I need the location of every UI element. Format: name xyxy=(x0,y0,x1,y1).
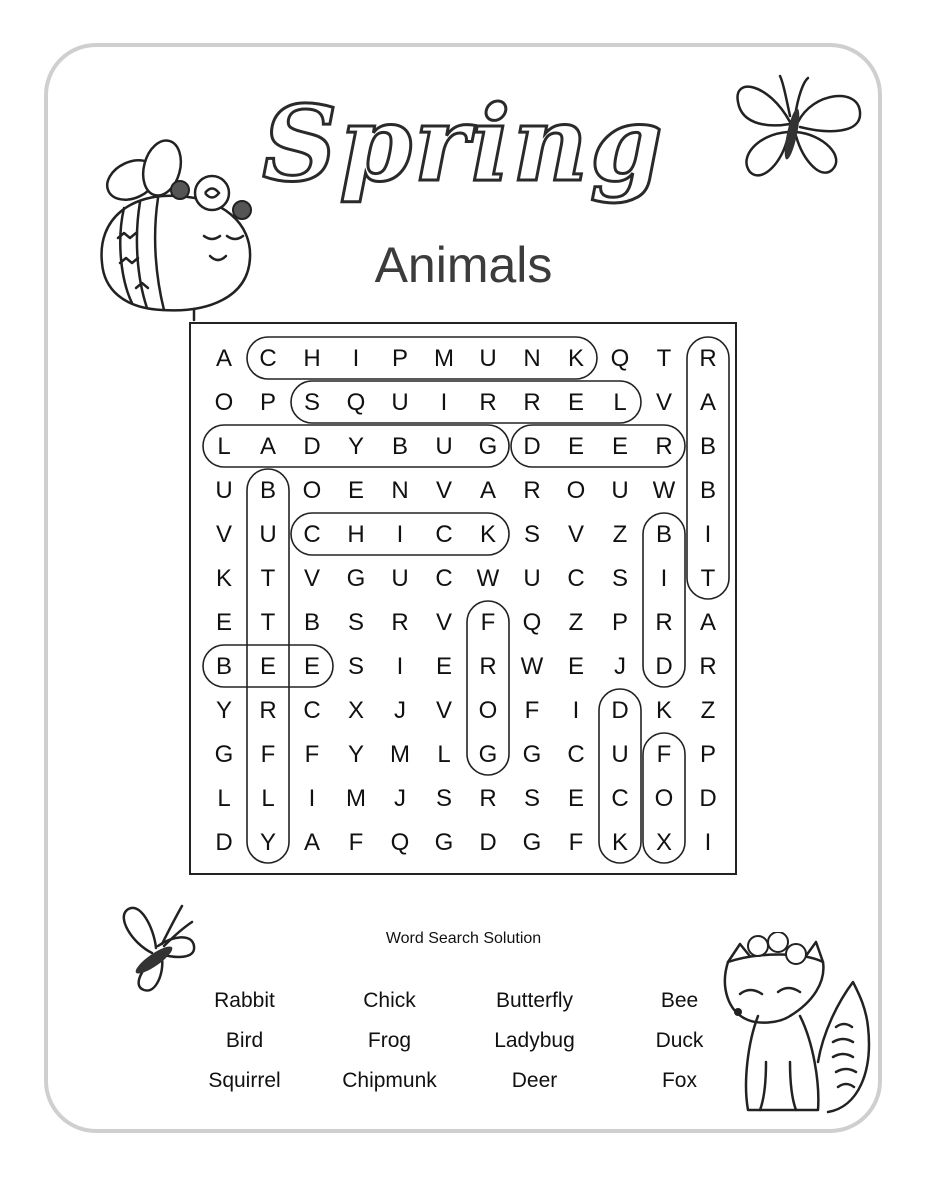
grid-cell: H xyxy=(303,345,321,372)
grid-cell: C xyxy=(259,345,277,372)
grid-cell: B xyxy=(655,521,673,548)
grid-cell: I xyxy=(396,653,404,680)
grid-cell: D xyxy=(215,829,233,856)
grid-cell: X xyxy=(655,829,673,856)
grid-cell: L xyxy=(437,741,451,768)
grid-cell: U xyxy=(391,389,409,416)
grid-cell: J xyxy=(394,697,406,724)
grid-cell: W xyxy=(476,565,500,592)
grid-cell: W xyxy=(652,477,676,504)
grid-cell: B xyxy=(699,433,717,460)
grid-cell: I xyxy=(396,521,404,548)
grid-cell: V xyxy=(435,697,453,724)
grid-cell: K xyxy=(479,521,497,548)
grid-cell: Y xyxy=(347,741,365,768)
grid-cell: D xyxy=(699,785,717,812)
grid-cell: W xyxy=(520,653,544,680)
grid-cell: G xyxy=(522,741,542,768)
grid-cell: C xyxy=(611,785,629,812)
grid-cell: M xyxy=(390,741,410,768)
grid-cell: F xyxy=(524,697,540,724)
word-highlight-squirrel xyxy=(291,381,641,423)
grid-cell: J xyxy=(394,785,406,812)
grid-cell: P xyxy=(259,389,277,416)
grid-cell: R xyxy=(655,433,673,460)
butterfly-small-icon xyxy=(112,898,202,998)
grid-cell: V xyxy=(215,521,233,548)
grid-cell: I xyxy=(660,565,668,592)
grid-cell: S xyxy=(523,521,541,548)
grid-cell: Y xyxy=(215,697,233,724)
grid-cell: A xyxy=(259,433,277,460)
grid-cell: B xyxy=(699,477,717,504)
grid-cell: I xyxy=(572,697,580,724)
grid-cell: A xyxy=(699,389,717,416)
grid-cell: T xyxy=(656,345,672,372)
grid-cell: U xyxy=(611,741,629,768)
grid-cell: Y xyxy=(347,433,365,460)
grid-cell: Q xyxy=(522,609,542,636)
grid-cell: F xyxy=(304,741,320,768)
grid-cell: S xyxy=(611,565,629,592)
grid-cell: D xyxy=(611,697,629,724)
grid-cell: T xyxy=(700,565,716,592)
grid-cell: L xyxy=(613,389,627,416)
word-list-item: Deer xyxy=(511,1069,558,1092)
grid-cell: E xyxy=(567,653,585,680)
grid-cell: R xyxy=(699,653,717,680)
grid-cell: B xyxy=(259,477,277,504)
grid-cell: S xyxy=(347,609,365,636)
word-list-item: Chick xyxy=(363,989,416,1012)
grid-cell: E xyxy=(567,389,585,416)
grid-cell: P xyxy=(699,741,717,768)
grid-cell: K xyxy=(215,565,233,592)
grid-cell: U xyxy=(611,477,629,504)
grid-cell: M xyxy=(434,345,454,372)
fox-icon xyxy=(718,932,878,1117)
grid-cell: Q xyxy=(390,829,410,856)
grid-cell: R xyxy=(655,609,673,636)
grid-cell: P xyxy=(611,609,629,636)
grid-cell: R xyxy=(523,477,541,504)
grid-cell: B xyxy=(215,653,233,680)
grid-cell: B xyxy=(391,433,409,460)
grid-cell: Q xyxy=(610,345,630,372)
grid-cell: E xyxy=(567,433,585,460)
grid-cell: R xyxy=(479,653,497,680)
grid-cell: S xyxy=(435,785,453,812)
grid-cell: N xyxy=(523,345,541,372)
grid-cell: D xyxy=(479,829,497,856)
grid-cell: C xyxy=(435,521,453,548)
grid-cell: E xyxy=(347,477,365,504)
grid-cell: G xyxy=(478,741,498,768)
grid-cell: E xyxy=(303,653,321,680)
grid-cell: H xyxy=(347,521,365,548)
grid-cell: N xyxy=(391,477,409,504)
grid-cell: T xyxy=(260,609,276,636)
grid-cell: E xyxy=(259,653,277,680)
word-list-item: Chipmunk xyxy=(342,1069,437,1092)
grid-cell: I xyxy=(308,785,316,812)
word-list-item: Bee xyxy=(660,989,699,1012)
grid-cell: F xyxy=(480,609,496,636)
grid-cell: S xyxy=(523,785,541,812)
grid-cell: B xyxy=(303,609,321,636)
grid-cell: C xyxy=(303,521,321,548)
grid-cell: Z xyxy=(700,697,716,724)
grid-cell: R xyxy=(259,697,277,724)
grid-cell: V xyxy=(655,389,673,416)
grid-cell: C xyxy=(567,741,585,768)
grid-cell: K xyxy=(655,697,673,724)
grid-cell: V xyxy=(303,565,321,592)
grid-cell: S xyxy=(347,653,365,680)
grid-cell: V xyxy=(435,477,453,504)
grid-cell: V xyxy=(435,609,453,636)
grid-cell: F xyxy=(260,741,276,768)
grid-cell: R xyxy=(391,609,409,636)
grid-cell: R xyxy=(699,345,717,372)
grid-cell: U xyxy=(215,477,233,504)
grid-cell: T xyxy=(260,565,276,592)
word-list-item: Squirrel xyxy=(208,1069,281,1092)
grid-cell: D xyxy=(303,433,321,460)
grid-cell: A xyxy=(699,609,717,636)
grid-cell: Z xyxy=(612,521,628,548)
grid-cell: J xyxy=(614,653,626,680)
grid-cell: D xyxy=(523,433,541,460)
grid-cell: R xyxy=(479,389,497,416)
grid-cell: L xyxy=(217,785,231,812)
solution-caption: Word Search Solution xyxy=(385,930,542,947)
word-highlight-rabbit xyxy=(687,337,729,599)
grid-cell: U xyxy=(435,433,453,460)
grid-cell: G xyxy=(478,433,498,460)
word-list-item: Fox xyxy=(661,1069,697,1092)
grid-cell: E xyxy=(567,785,585,812)
grid-cell: O xyxy=(302,477,322,504)
grid-cell: C xyxy=(567,565,585,592)
grid-cell: X xyxy=(347,697,365,724)
word-list-item: Butterfly xyxy=(495,989,574,1012)
grid-cell: E xyxy=(215,609,233,636)
grid-cell: V xyxy=(567,521,585,548)
grid-cell: G xyxy=(346,565,366,592)
word-list xyxy=(172,988,752,1094)
grid-cell: C xyxy=(435,565,453,592)
grid-cell: I xyxy=(704,521,712,548)
grid-cell: I xyxy=(704,829,712,856)
grid-cell: G xyxy=(214,741,234,768)
grid-cell: L xyxy=(261,785,275,812)
grid-cell: L xyxy=(217,433,231,460)
grid-cell: K xyxy=(567,345,585,372)
grid-cell: I xyxy=(352,345,360,372)
grid-cell: S xyxy=(303,389,321,416)
grid-cell: F xyxy=(568,829,584,856)
grid-cell: U xyxy=(479,345,497,372)
grid-cell: P xyxy=(391,345,409,372)
grid-cell: Q xyxy=(346,389,366,416)
grid-cell: E xyxy=(435,653,453,680)
grid-cell: C xyxy=(303,697,321,724)
word-list-item: Frog xyxy=(367,1029,412,1052)
grid-cell: A xyxy=(303,829,321,856)
grid-cell: Z xyxy=(568,609,584,636)
grid-cell: O xyxy=(566,477,586,504)
word-list-item: Bird xyxy=(225,1029,264,1052)
word-list-item: Ladybug xyxy=(494,1029,575,1052)
grid-cell: E xyxy=(611,433,629,460)
grid-cell: F xyxy=(348,829,364,856)
page-title: Spring xyxy=(262,82,665,205)
grid-cell: R xyxy=(479,785,497,812)
grid-cell: A xyxy=(479,477,497,504)
grid-cell: O xyxy=(478,697,498,724)
grid-cell: A xyxy=(215,345,233,372)
grid-cell: O xyxy=(214,389,234,416)
grid-cell: U xyxy=(391,565,409,592)
grid-cell: K xyxy=(611,829,629,856)
grid-cell: F xyxy=(656,741,672,768)
grid-cell: G xyxy=(434,829,454,856)
word-list-item: Duck xyxy=(655,1029,704,1052)
word-search-grid xyxy=(189,322,737,875)
grid-cell: R xyxy=(523,389,541,416)
grid-cell: U xyxy=(523,565,541,592)
grid-cell: O xyxy=(654,785,674,812)
page-subtitle: Animals xyxy=(374,237,553,293)
grid-cell: M xyxy=(346,785,366,812)
word-list-item: Rabbit xyxy=(214,989,275,1012)
grid-cell: D xyxy=(655,653,673,680)
grid-cell: U xyxy=(259,521,277,548)
grid-cell: Y xyxy=(259,829,277,856)
grid-cell: I xyxy=(440,389,448,416)
word-highlight-chipmunk xyxy=(247,337,597,379)
grid-cell: G xyxy=(522,829,542,856)
